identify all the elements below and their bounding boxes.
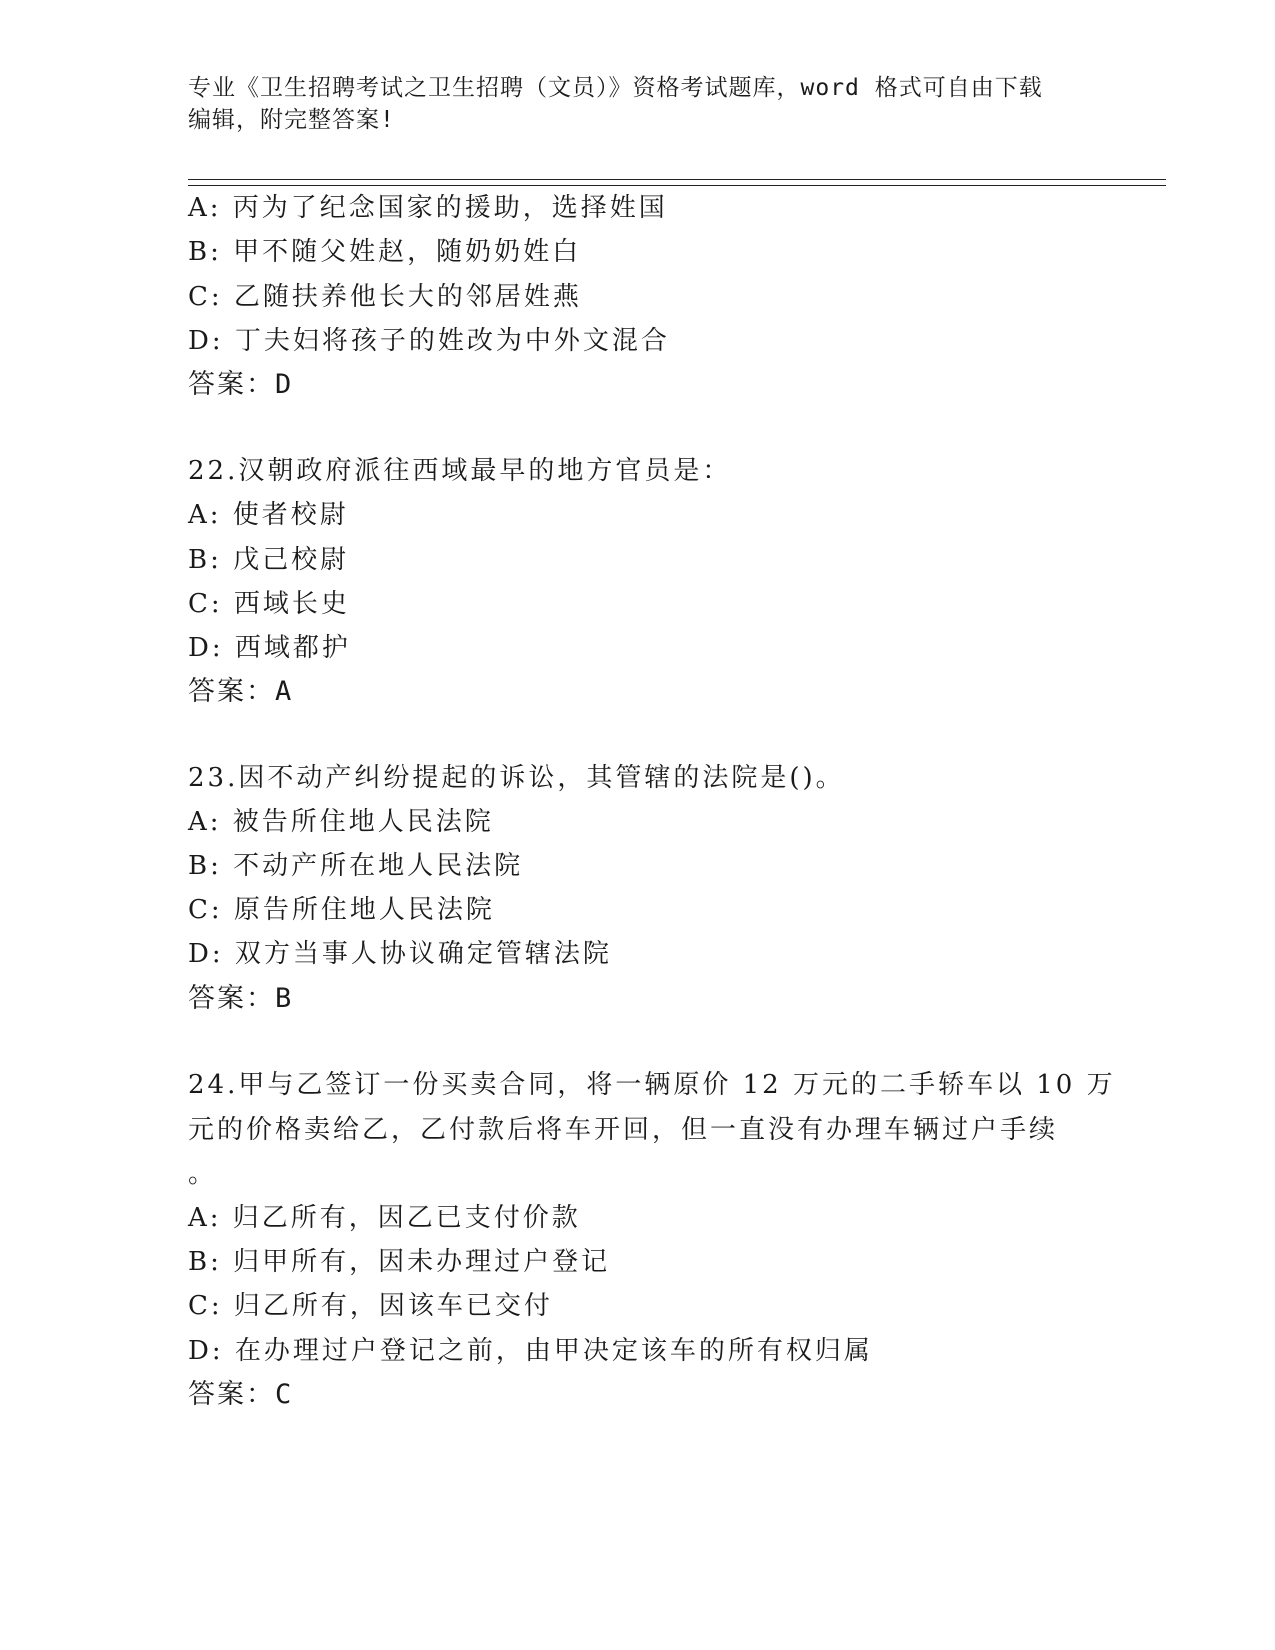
q21-option-d: D: 丁夫妇将孩子的姓改为中外文混合: [188, 326, 670, 356]
header-divider-bottom: [188, 185, 1166, 186]
q21-option-c: C: 乙随扶养他长大的邻居姓燕: [188, 282, 582, 312]
answer-value: C: [275, 1379, 294, 1410]
answer-label: 答案：: [188, 676, 275, 707]
q24-option-d: D: 在办理过户登记之前，由甲决定该车的所有权归属: [188, 1336, 873, 1366]
header-divider-top: [188, 179, 1166, 180]
q24-stem-line-1: 24.甲与乙签订一份买卖合同，将一辆原价 12 万元的二手轿车以 10 万: [188, 1070, 1116, 1100]
q24-stem-line-3: 。: [188, 1159, 218, 1189]
q21-option-b: B: 甲不随父姓赵，随奶奶姓白: [188, 237, 582, 267]
q22-stem: 22.汉朝政府派往西域最早的地方官员是：: [188, 456, 732, 486]
q23-option-b: B: 不动产所在地人民法院: [188, 851, 524, 881]
answer-label: 答案：: [188, 983, 275, 1014]
q24-answer: [188, 1379, 293, 1411]
q23-option-c: C: 原告所住地人民法院: [188, 895, 495, 925]
document-header: [188, 72, 1088, 136]
q21-option-a: A: 丙为了纪念国家的援助，选择姓国: [188, 193, 668, 223]
q24-option-c: C: 归乙所有，因该车已交付: [188, 1291, 553, 1321]
q21-answer: [188, 369, 293, 401]
q22-option-c: C: 西域长史: [188, 589, 350, 619]
q22-option-b: B: 戊己校尉: [188, 545, 350, 575]
q22-option-a: A: 使者校尉: [188, 500, 349, 530]
q22-option-d: D: 西域都护: [188, 633, 351, 663]
q22-answer: [188, 676, 293, 708]
answer-value: A: [275, 676, 294, 707]
q24-stem-line-2: 元的价格卖给乙，乙付款后将车开回，但一直没有办理车辆过户手续: [188, 1115, 1059, 1145]
header-line-2: 编辑，附完整答案!: [188, 107, 395, 133]
q23-stem: 23.因不动产纠纷提起的诉讼，其管辖的法院是()。: [188, 763, 845, 793]
q24-option-b: B: 归甲所有，因未办理过户登记: [188, 1247, 611, 1277]
q23-option-a: A: 被告所住地人民法院: [188, 807, 494, 837]
answer-value: B: [275, 983, 294, 1014]
answer-value: D: [275, 369, 294, 400]
q24-option-a: A: 归乙所有，因乙已支付价款: [188, 1203, 581, 1233]
header-line-1: 专业《卫生招聘考试之卫生招聘（文员）》资格考试题库，word 格式可自由下载: [188, 75, 1043, 101]
q23-answer: [188, 983, 293, 1015]
answer-label: 答案：: [188, 369, 275, 400]
q23-option-d: D: 双方当事人协议确定管辖法院: [188, 939, 612, 969]
answer-label: 答案：: [188, 1379, 275, 1410]
